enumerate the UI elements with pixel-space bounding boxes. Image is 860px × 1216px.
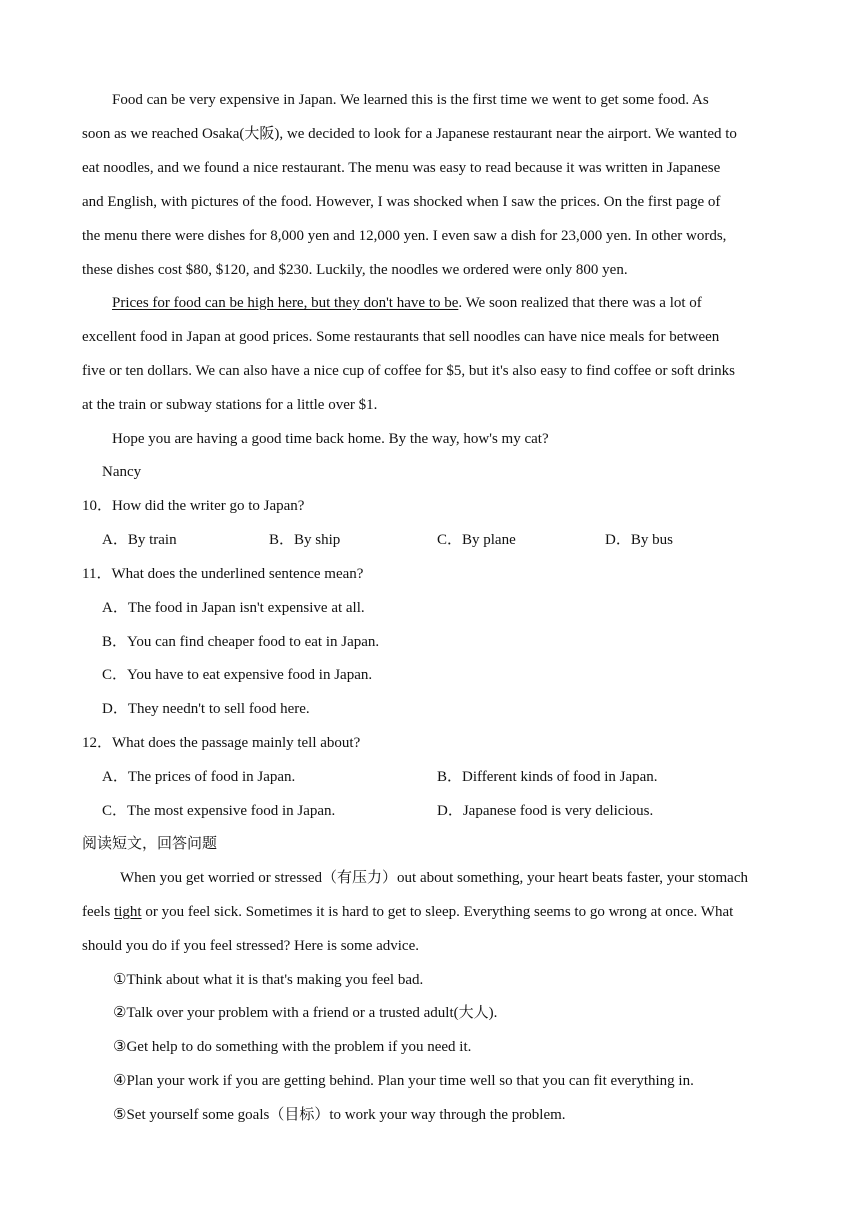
passage-text: or you feel sick. Sometimes it is hard to get to sleep. Everything seems to go wrong at once. What: [141, 904, 734, 920]
passage-text: feels: [82, 904, 115, 920]
option-d[interactable]: D．By bus: [605, 532, 673, 548]
passage-line: eat noodles, and we found a nice restaurant. The menu was easy to read because it was written in Japanese: [82, 160, 721, 176]
passage-text: . We soon realized that there was a lot of: [458, 295, 702, 311]
underlined-word: tight: [114, 904, 142, 920]
question-stem: 10．How did the writer go to Japan?: [82, 498, 305, 514]
option-c[interactable]: C．The most expensive food in Japan.: [102, 803, 336, 819]
signature: Nancy: [102, 464, 142, 480]
question-stem: 12．What does the passage mainly tell about?: [82, 735, 361, 751]
passage-line: excellent food in Japan at good prices. Some restaurants that sell noodles can have nice meals for between: [82, 329, 720, 345]
closing-line: Hope you are having a good time back home. By the way, how's my cat?: [112, 431, 549, 447]
passage-line: [82, 895, 733, 929]
option-d[interactable]: D．They needn't to sell food here.: [102, 701, 310, 717]
option-c[interactable]: C．You have to eat expensive food in Japan.: [102, 667, 373, 683]
option-a[interactable]: A．By train: [102, 532, 177, 548]
advice-item: ①Think about what it is that's making you feel bad.: [113, 972, 424, 988]
option-a[interactable]: A．The prices of food in Japan.: [102, 769, 296, 785]
passage-line: should you do if you feel stressed? Here is some advice.: [82, 938, 419, 954]
advice-item: ⑤Set yourself some goals（目标）to work your way through the problem.: [113, 1107, 566, 1123]
question-stem: 11．What does the underlined sentence mean?: [82, 566, 364, 582]
option-b[interactable]: B．Different kinds of food in Japan.: [437, 769, 658, 785]
passage-line: the menu there were dishes for 8,000 yen and 12,000 yen. I even saw a dish for 23,000 yen. In other words,: [82, 228, 727, 244]
advice-item: ②Talk over your problem with a friend or a trusted adult(大人).: [113, 1005, 498, 1021]
passage-line: [112, 286, 702, 320]
passage-line: these dishes cost $80, $120, and $230. Luckily, the noodles we ordered were only 800 yen.: [82, 262, 628, 278]
option-d[interactable]: D．Japanese food is very delicious.: [437, 803, 654, 819]
option-b[interactable]: B．You can find cheaper food to eat in Japan.: [102, 634, 380, 650]
passage-line: at the train or subway stations for a little over $1.: [82, 397, 378, 413]
advice-item: ③Get help to do something with the problem if you need it.: [113, 1039, 472, 1055]
option-b[interactable]: B．By ship: [269, 532, 341, 548]
underlined-sentence: Prices for food can be high here, but they don't have to be: [112, 295, 459, 311]
section-heading: 阅读短文，回答问题: [82, 836, 218, 852]
passage-line: soon as we reached Osaka(大阪), we decided to look for a Japanese restaurant near the airport. We wanted to: [82, 126, 737, 142]
passage-line: five or ten dollars. We can also have a nice cup of coffee for $5, but it's also easy to find coffee or soft drinks: [82, 363, 735, 379]
option-c[interactable]: C．By plane: [437, 532, 516, 548]
passage-line: Food can be very expensive in Japan. We learned this is the first time we went to get some food. As: [112, 92, 709, 108]
passage-line: and English, with pictures of the food. However, I was shocked when I saw the prices. On the first page of: [82, 194, 721, 210]
passage-line: When you get worried or stressed（有压力）out about something, your heart beats faster, your stomach: [120, 870, 749, 886]
advice-item: ④Plan your work if you are getting behind. Plan your time well so that you can fit everything in.: [113, 1073, 694, 1089]
option-a[interactable]: A．The food in Japan isn't expensive at all.: [102, 600, 365, 616]
